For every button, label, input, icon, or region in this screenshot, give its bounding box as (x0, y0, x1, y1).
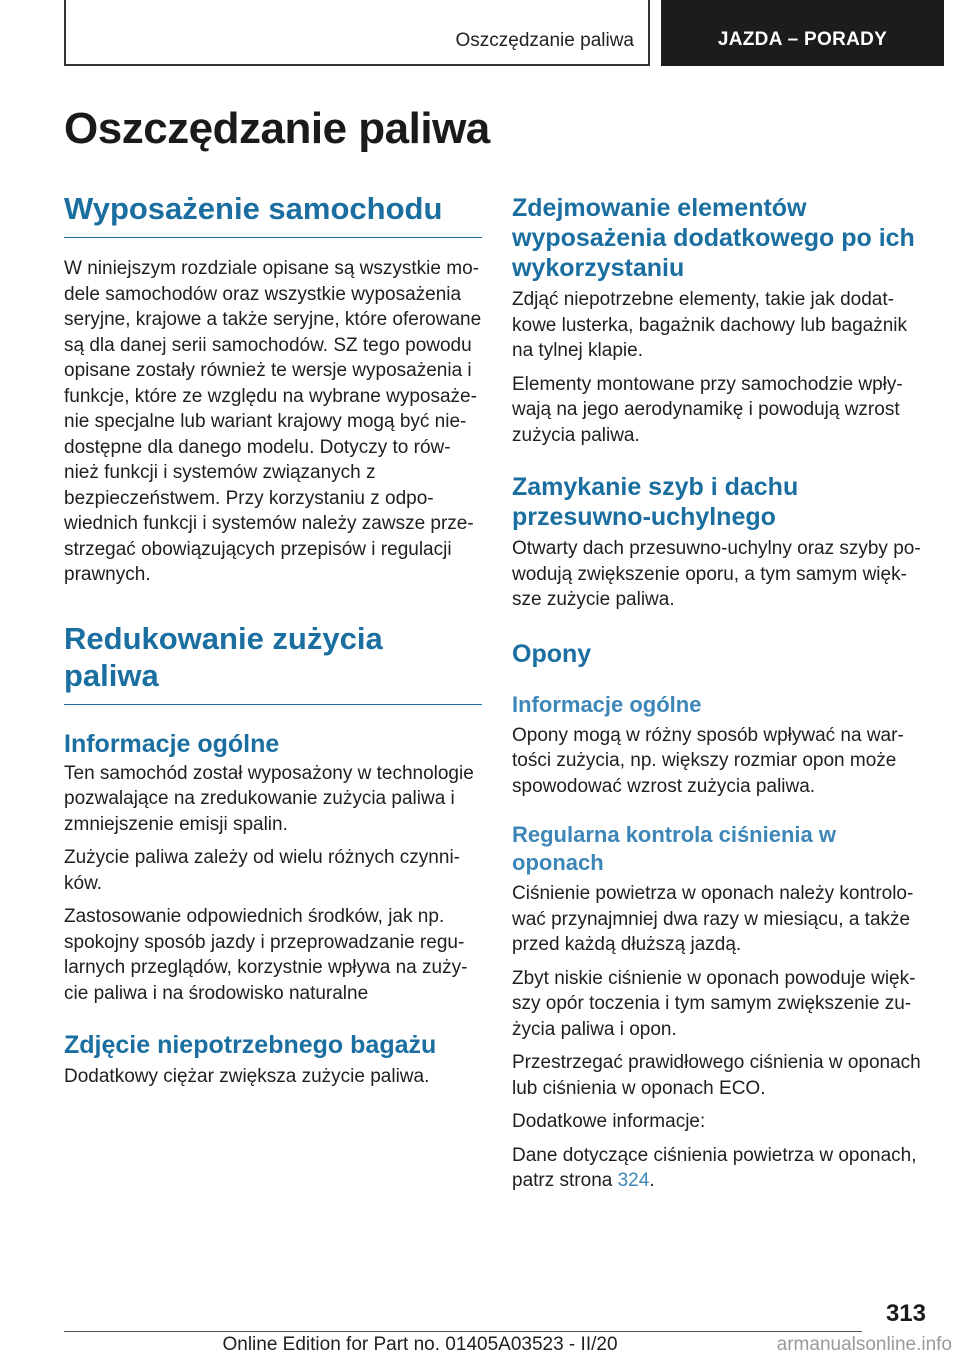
footer-watermark: armanualsonline.info (776, 1334, 952, 1355)
paragraph: W niniejszym rozdziale opisane są wszystkie mo-dele samochodów oraz wszystkie wyposażenia seryjne, krajowe a także seryjne, które oferowane są dla danej serii samochodów. SZ tego powodu opisane zostały również te wersje wyposażenia i funkcje, które ze względu na wybrane wyposaże-nie specjalne lub wariant krajowy mogą być nie-dostępne dla danego modelu. Dotyczy to rów-nież funkcji i systemów związanych z bezpieczeństwem. Przy korzystaniu z odpo-wiednich funkcji i systemów należy zawsze prze-strzegać obowiązujących przepisów i regulacji prawnych. (64, 258, 482, 585)
header-chapter-title: Oszczędzanie paliwa (455, 30, 634, 51)
paragraph: Zbyt niskie ciśnienie w oponach powoduje więk-szy opór toczenia i tym samym zwiększenie zu-życia paliwa i opon. (512, 967, 916, 1040)
footer-divider (64, 1331, 862, 1332)
paragraph: Zastosowanie odpowiednich środków, jak np. spokojny sposób jazdy i przeprowadzanie regu-larnych przeglądów, korzystnie wpływa na zuży-cie paliwa i na środowisko naturalne (64, 906, 468, 1004)
paragraph: Zdjąć niepotrzebne elementy, takie jak dodat-kowe lusterka, bagażnik dachowy lub bagażnik na tylnej klapie. (512, 289, 908, 361)
page-title: Oszczędzanie paliwa (64, 104, 490, 153)
paragraph-end: . (649, 1170, 655, 1191)
paragraph: Przestrzegać prawidłowego ciśnienia w oponach lub ciśnienia w oponach ECO. (512, 1052, 921, 1099)
subheading-remove-accessories: Zdejmowanie elementów wyposażenia dodatkowego po ich wykorzystaniu (512, 194, 915, 282)
paragraph: Otwarty dach przesuwno-uchylny oraz szyby po-wodują zwiększenie oporu, a tym samym więk-sze zużycie paliwa. (512, 538, 921, 610)
paragraph: Ten samochód został wyposażony w technologie pozwalające na zredukowanie zużycia paliwa i zmniejszenie emisji spalin. (64, 762, 474, 835)
section-heading-equipment: Wyposażenie samochodu (64, 190, 482, 238)
subheading-close-windows: Zamykanie szyb i dachu przesuwno-uchylnego (512, 473, 799, 531)
subheading-unnecessary-luggage: Zdjęcie niepotrzebnego bagażu (64, 1031, 437, 1059)
footer-edition-text: Online Edition for Part no. 01405A03523 - II/20 (222, 1334, 618, 1355)
paragraph: Dodatkowy ciężar zwiększa zużycie paliwa. (64, 1066, 430, 1087)
paragraph: Opony mogą w różny sposób wpływać na war-tości zużycia, np. większy rozmiar opon może spowodować wzrost zużycia paliwa. (512, 724, 904, 797)
paragraph: Elementy montowane przy samochodzie wpły-wają na jego aerodynamikę i powodują wzrost zużycia paliwa. (512, 373, 903, 446)
paragraph-with-link (512, 1143, 930, 1194)
paragraph: Dodatkowe informacje: (512, 1111, 706, 1132)
header-section-tab: JAZDA – PORADY (661, 0, 944, 66)
paragraph: Zużycie paliwa zależy od wielu różnych czynni-ków. (64, 847, 460, 894)
paragraph-text: Dane dotyczące ciśnienia powietrza w oponach, patrz strona (512, 1144, 917, 1191)
right-column (512, 193, 930, 1194)
subheading-tyres: Opony (512, 639, 592, 668)
paragraph: Ciśnienie powietrza w oponach należy kontrolo-wać przynajmniej dwa razy w miesiącu, a także przed każdą dłuższą jazdą. (512, 883, 914, 955)
header-frame (64, 0, 650, 66)
subheading-pressure-check: Regularna kontrola ciśnienia w oponach (512, 822, 836, 875)
section-heading-reducing-consumption: Redukowanie zużycia paliwa (64, 620, 482, 705)
page-reference-link[interactable]: 324 (617, 1170, 650, 1191)
page-number: 313 (885, 1300, 926, 1327)
left-column (64, 190, 482, 1090)
subheading-general-info: Informacje ogólne (64, 729, 280, 758)
subheading-tyres-general: Informacje ogólne (512, 691, 702, 717)
